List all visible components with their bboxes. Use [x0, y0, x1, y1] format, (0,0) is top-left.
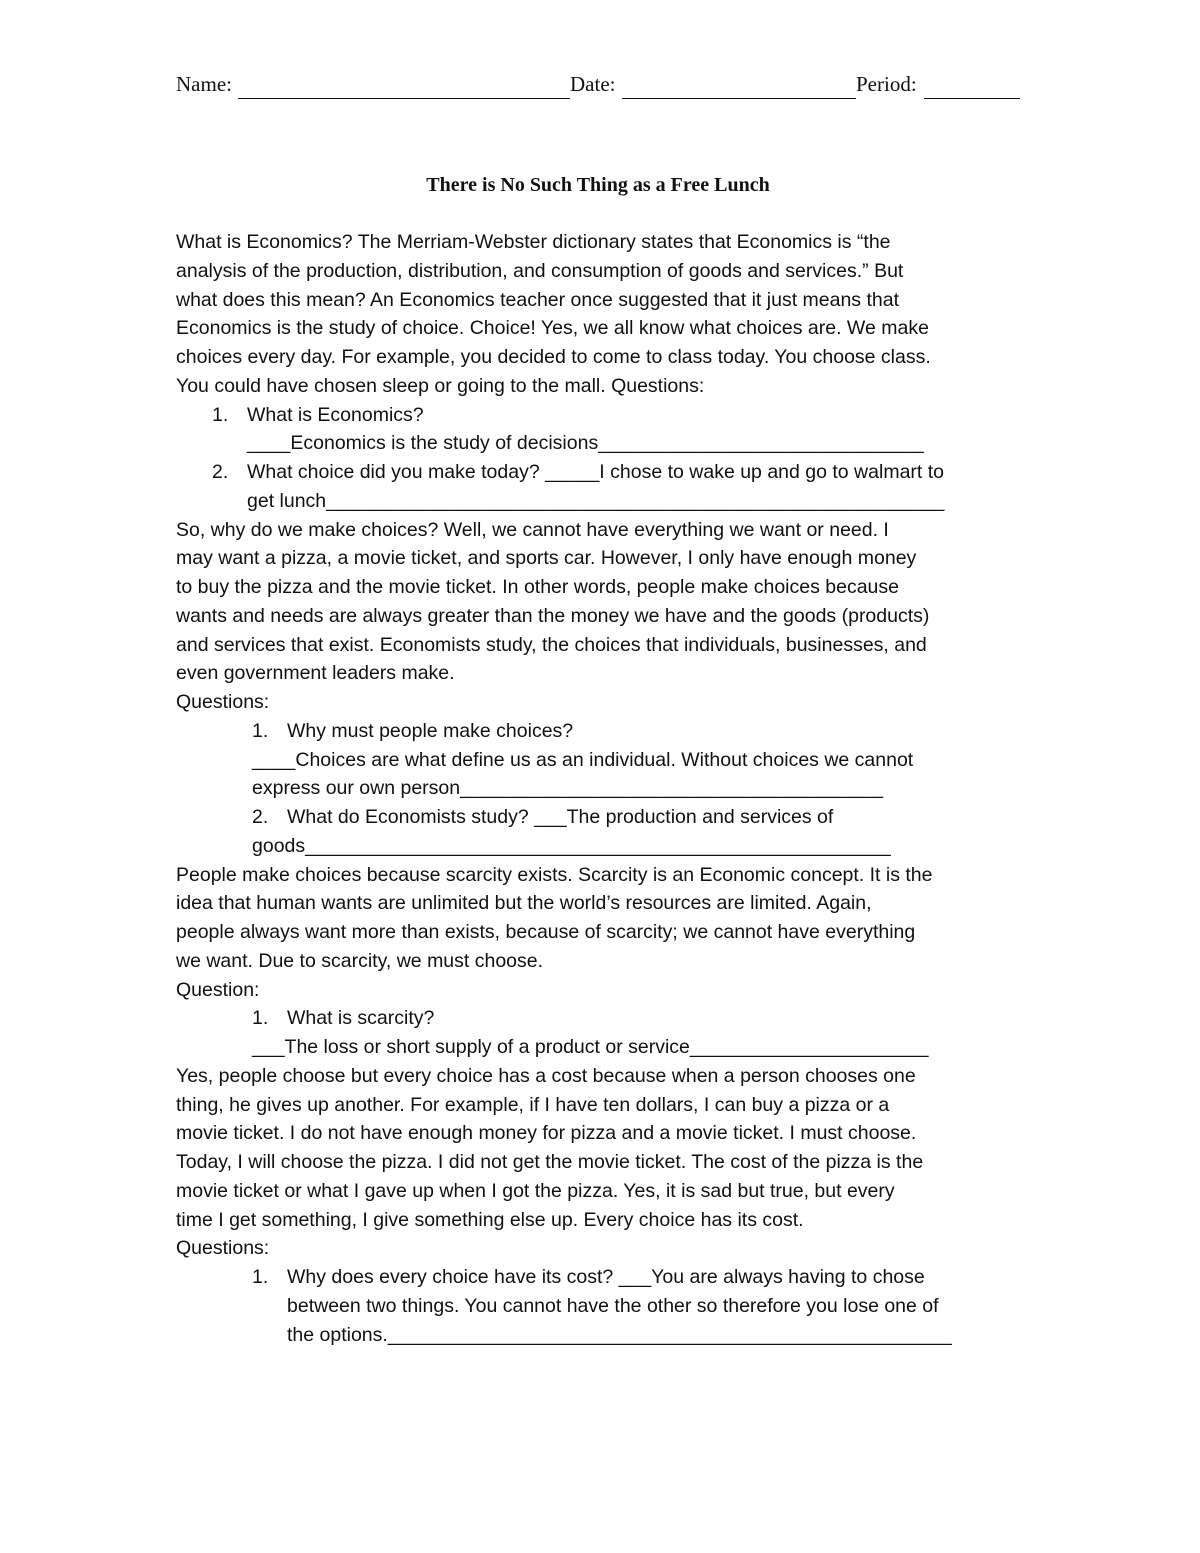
question-number: 1.: [252, 719, 269, 742]
question-5: [176, 1004, 1036, 1033]
question-6: [176, 1263, 1036, 1292]
question-text: What is Economics?: [247, 403, 424, 426]
question-text: Why does every choice have its cost? ___You are always having to chose: [287, 1266, 925, 1288]
question-number: 1.: [252, 1007, 269, 1030]
questions-label: Questions:: [176, 691, 270, 713]
paragraph-line: Economics is the study of choice. Choice! Yes, we all know what choices are. We make: [176, 317, 929, 340]
question-2: [176, 458, 1036, 487]
period-blank[interactable]: [924, 98, 1020, 99]
paragraph-line: and services that exist. Economists study, the choices that individuals, businesses, and: [176, 633, 927, 656]
question-1: [176, 401, 1036, 430]
paragraph-line: wants and needs are always greater than the money we have and the goods (products): [176, 604, 930, 627]
answer-5[interactable]: ___The loss or short supply of a product or service______________________: [252, 1036, 929, 1058]
paragraph-line: analysis of the production, distribution, and consumption of goods and services.” But: [176, 259, 904, 282]
answer-1[interactable]: ____Economics is the study of decisions______________________________: [247, 432, 924, 455]
paragraph-line: thing, he gives up another. For example, if I have ten dollars, I can buy a pizza or a: [176, 1093, 890, 1116]
paragraph-line: even government leaders make.: [176, 662, 455, 685]
question-text: What choice did you make today? _____I chose to wake up and go to walmart to: [247, 461, 945, 483]
period-label: Period:: [856, 72, 917, 96]
question-label: Question:: [176, 978, 260, 1001]
paragraph-line: Today, I will choose the pizza. I did not get the movie ticket. The cost of the pizza is the: [176, 1151, 924, 1173]
name-blank[interactable]: [238, 98, 570, 99]
paragraph-line: people always want more than exists, because of scarcity; we cannot have everything: [176, 921, 916, 943]
question-number: 1.: [252, 1266, 269, 1288]
paragraph-line: You could have chosen sleep or going to the mall. Questions:: [176, 374, 705, 397]
paragraph-line: movie ticket or what I gave up when I got the pizza. Yes, it is sad but true, but every: [176, 1179, 895, 1202]
question-text: What is scarcity?: [287, 1007, 435, 1030]
question-3: [176, 717, 1036, 746]
paragraph-line: to buy the pizza and the movie ticket. In other words, people make choices because: [176, 576, 899, 598]
answer-2[interactable]: get lunch_________________________________________________________: [247, 489, 945, 512]
paragraph-line: we want. Due to scarcity, we must choose.: [176, 949, 544, 972]
paragraph-line: Yes, people choose but every choice has a cost because when a person chooses one: [176, 1064, 916, 1087]
answer-3[interactable]: ____Choices are what define us as an individual. Without choices we cannot: [252, 748, 914, 771]
name-label: Name:: [176, 72, 232, 96]
paragraph-line: what does this mean? An Economics teacher once suggested that it just means that: [176, 288, 900, 311]
questions-label: Questions:: [176, 1237, 270, 1260]
date-blank[interactable]: [622, 98, 856, 99]
question-text: What do Economists study? ___The production and services of: [287, 806, 834, 828]
paragraph-line: idea that human wants are unlimited but the world’s resources are limited. Again,: [176, 892, 872, 915]
paragraph-line: choices every day. For example, you decided to come to class today. You choose class.: [176, 346, 931, 368]
worksheet-body: [176, 228, 1036, 1349]
question-number: 1.: [212, 403, 229, 426]
question-4: [176, 803, 1036, 832]
worksheet-title: There is No Such Thing as a Free Lunch: [426, 174, 770, 196]
answer-4[interactable]: goods______________________________________________________: [252, 834, 891, 857]
paragraph-line: What is Economics? The Merriam-Webster dictionary states that Economics is “the: [176, 231, 891, 253]
paragraph-line: movie ticket. I do not have enough money for pizza and a movie ticket. I must choose.: [176, 1122, 917, 1145]
answer-3-continued[interactable]: express our own person_______________________________________: [252, 777, 884, 800]
date-label: Date:: [570, 72, 616, 96]
paragraph-line: So, why do we make choices? Well, we cannot have everything we want or need. I: [176, 518, 889, 541]
paragraph-line: may want a pizza, a movie ticket, and sports car. However, I only have enough money: [176, 547, 917, 570]
header-row: [176, 72, 1020, 102]
paragraph-line: People make choices because scarcity exists. Scarcity is an Economic concept. It is the: [176, 863, 933, 886]
question-number: 2.: [212, 461, 229, 483]
answer-6[interactable]: between two things. You cannot have the other so therefore you lose one of: [287, 1294, 939, 1317]
paragraph-line: time I get something, I give something else up. Every choice has its cost.: [176, 1208, 804, 1231]
answer-6-continued[interactable]: the options.____________________________________________________: [287, 1323, 952, 1346]
question-number: 2.: [252, 806, 269, 828]
question-text: Why must people make choices?: [287, 719, 574, 742]
